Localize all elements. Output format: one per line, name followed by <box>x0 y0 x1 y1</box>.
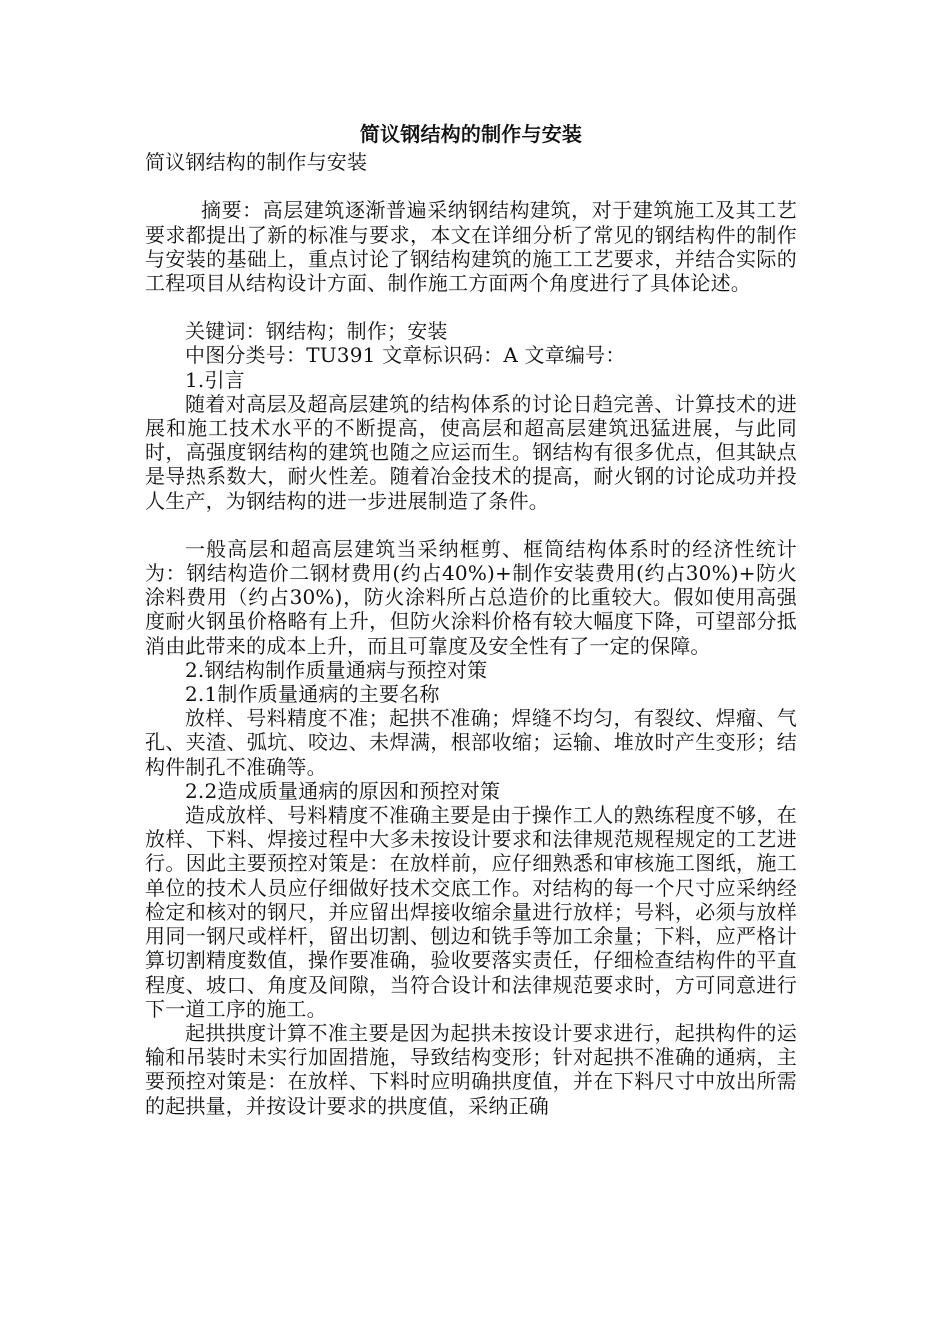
spacer <box>145 513 797 537</box>
section-heading: 2.钢结构制作质量通病与预控对策 <box>185 657 488 682</box>
classification-line: 中图分类号：TU391 文章标识码：A 文章编号： <box>185 343 626 368</box>
subsection-heading: 2.2造成质量通病的原因和预控对策 <box>185 778 501 803</box>
subsection-heading: 2.1制作质量通病的主要名称 <box>185 682 440 707</box>
spacer <box>145 174 797 198</box>
keywords-line: 关键词：钢结构；制作；安装 <box>185 319 448 344</box>
body-paragraph: 造成放样、号料精度不准确主要是由于操作工人的熟练程度不够，在放样、下料、焊接过程中大多未按设计要求和法律规范规程规定的工艺进行。因此主要预控对策是：在放样前，应仔细熟悉和审核施工图纸，施工单位的技术人员应仔细做好技术交底工作。对结构的每一个尺寸应采纳经检定和核对的钢尺，并应留出焊接收缩余量进行放样；号料，必须与放样用同一钢尺或样杆，留出切割、刨边和铣手等加工余量；下料，应严格计算切割精度数值，操作要准确，验收要落实责任，仔细检查结构件的平直程度、坡口、角度及间隙，当符合设计和法律规范要求时，方可同意进行下一道工序的施工。 <box>145 803 797 1021</box>
body-paragraph: 一般高层和超高层建筑当采纳框剪、框筒结构体系时的经济性统计为：钢结构造价二钢材费用(约占40%)+制作安装费用(约占30%)+防火涂料费用（约占30%)，防火涂料所占总造价的比重较大。假如使用高强度耐火钢虽价格略有上升，但防火涂料价格有较大幅度下降，可望部分抵消由此带来的成本上升，而且可靠度及安全性有了一定的保障。 <box>145 536 797 658</box>
body-paragraph: 起拱拱度计算不准主要是因为起拱未按设计要求进行，起拱构件的运输和吊装时未实行加固措施，导致结构变形；针对起拱不准确的通病，主要预控对策是：在放样、下料时应明确拱度值，并在下料尺寸中放出所需的起拱量，并按设计要求的拱度值，采纳正确 <box>145 1020 797 1118</box>
abstract-paragraph: 摘要：高层建筑逐渐普遍采纳钢结构建筑，对于建筑施工及其工艺要求都提出了新的标准与要求，本文在详细分析了常见的钢结构件的制作与安装的基础上，重点讨论了钢结构建筑的施工工艺要求，并结合实际的工程项目从结构设计方面、制作施工方面两个角度进行了具体论述。 <box>145 198 797 296</box>
document-page <box>145 122 797 1118</box>
section-heading-intro: 1.引言 <box>185 367 245 392</box>
body-paragraph: 放样、号料精度不准；起拱不准确；焊缝不均匀，有裂纹、焊瘤、气孔、夹渣、弧坑、咬边、未焊满，根部收缩；运输、堆放时产生变形；结构件制孔不准确等。 <box>145 706 797 779</box>
spacer <box>145 295 797 319</box>
document-subtitle: 简议钢结构的制作与安装 <box>145 150 368 175</box>
document-title: 简议钢结构的制作与安装 <box>359 122 583 146</box>
body-paragraph: 随着对高层及超高层建筑的结构体系的讨论日趋完善、计算技术的进展和施工技术水平的不断提高，使高层和超高层建筑迅猛进展，与此同时，高强度钢结构的建筑也随之应运而生。钢结构有很多优点，但其缺点是导热系数大，耐火性差。随着冶金技术的提高，耐火钢的讨论成功并投人生产，为钢结构的进一步进展制造了条件。 <box>145 391 797 513</box>
